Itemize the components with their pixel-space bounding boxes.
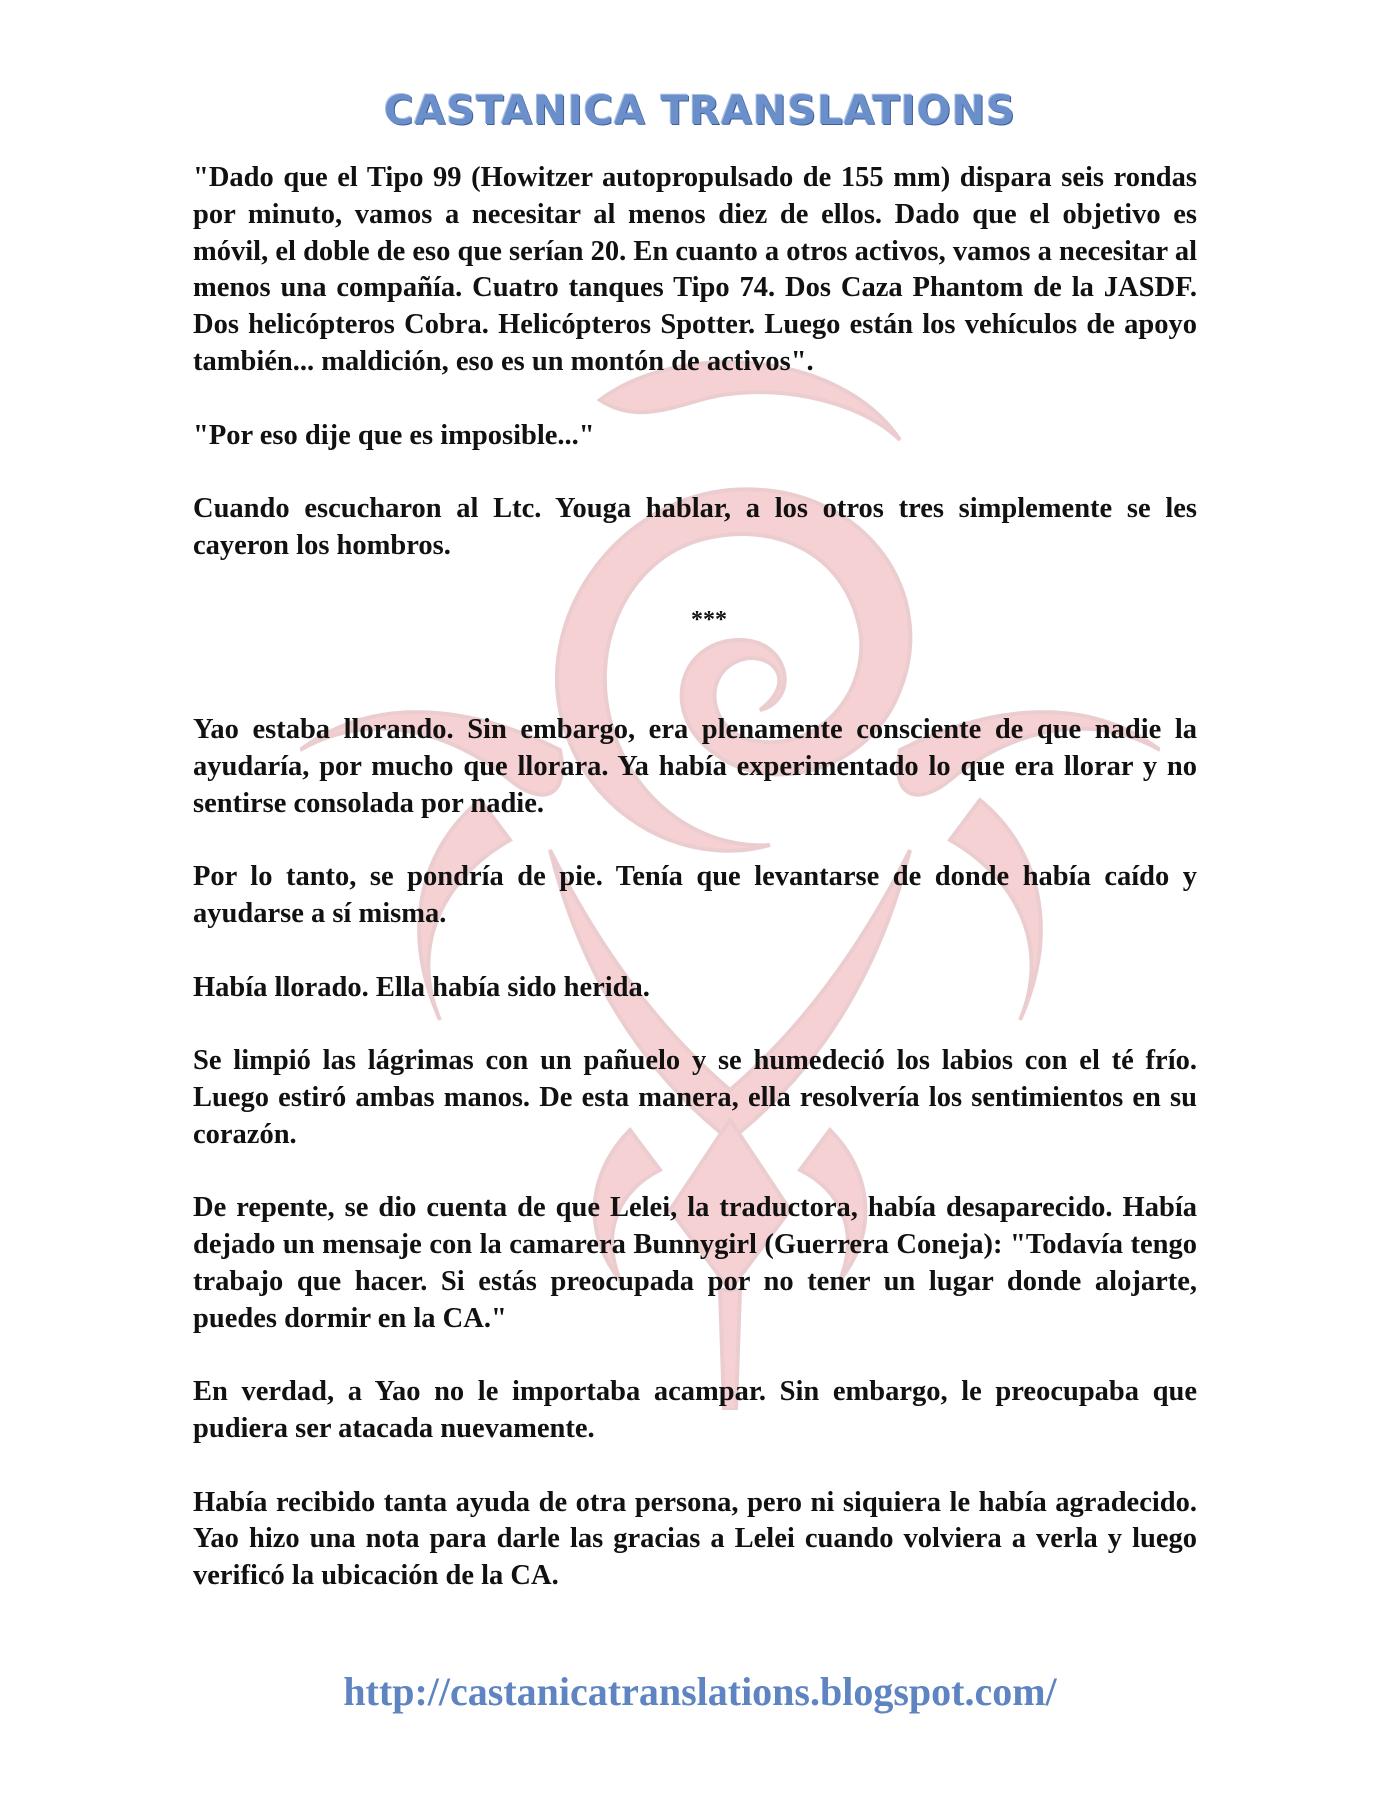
paragraph: "Dado que el Tipo 99 (Howitzer autopropulsado de 155 mm) dispara seis rondas por minuto, vamos a necesitar al menos diez de ellos. Dado que el objetivo es móvil, el doble de eso que serían 20. En cuanto a otros activos, vamos a necesitar al menos una compañía. Cuatro tanques Tipo 74. Dos Caza Phantom de la JASDF. Dos helicópteros Cobra. Helicópteros Spotter. Luego están los vehículos de apoyo también... maldición, eso es un montón de activos".: [193, 162, 1197, 377]
paragraph: Había recibido tanta ayuda de otra persona, pero ni siquiera le había agradecido. Yao hizo una nota para darle las gracias a Lelei cuando volviera a verla y luego verificó la ubicación de la CA.: [193, 1486, 1197, 1592]
paragraph: "Por eso dije que es imposible...": [193, 419, 595, 451]
section-separator: ***: [691, 606, 727, 633]
paragraph: Se limpió las lágrimas con un pañuelo y se humedeció los labios con el té frío. Luego estiró ambas manos. De esta manera, ella resolvería los sentimientos en su corazón.: [193, 1045, 1197, 1150]
paragraph: De repente, se dio cuenta de que Lelei, la traductora, había desaparecido. Había dejado un mensaje con la camarera Bunnygirl (Guerrera Coneja): "Todavía tengo trabajo que hacer. Si estás preocupada por no tener un lugar donde alojarte, puedes dormir en la CA.": [193, 1192, 1197, 1334]
paragraph: En verdad, a Yao no le importaba acampar. Sin embargo, le preocupaba que pudiera ser atacada nuevamente.: [193, 1376, 1197, 1445]
paragraph: Yao estaba llorando. Sin embargo, era plenamente consciente de que nadie la ayudaría, por mucho que llorara. Ya había experimentado lo que era llorar y no sentirse consolada por nadie.: [193, 713, 1197, 819]
document-body: [193, 160, 1197, 1632]
footer-url-link[interactable]: http://castanicatranslations.blogspot.com/: [343, 1669, 1057, 1714]
paragraph: Había llorado. Ella había sido herida.: [193, 971, 650, 1003]
site-header-title: CASTANICA TRANSLATIONS: [384, 88, 1016, 134]
paragraph: Por lo tanto, se pondría de pie. Tenía que levantarse de donde había caído y ayudarse a sí misma.: [193, 861, 1197, 929]
paragraph: Cuando escucharon al Ltc. Youga hablar, a los otros tres simplemente se les cayeron los hombros.: [193, 493, 1197, 561]
